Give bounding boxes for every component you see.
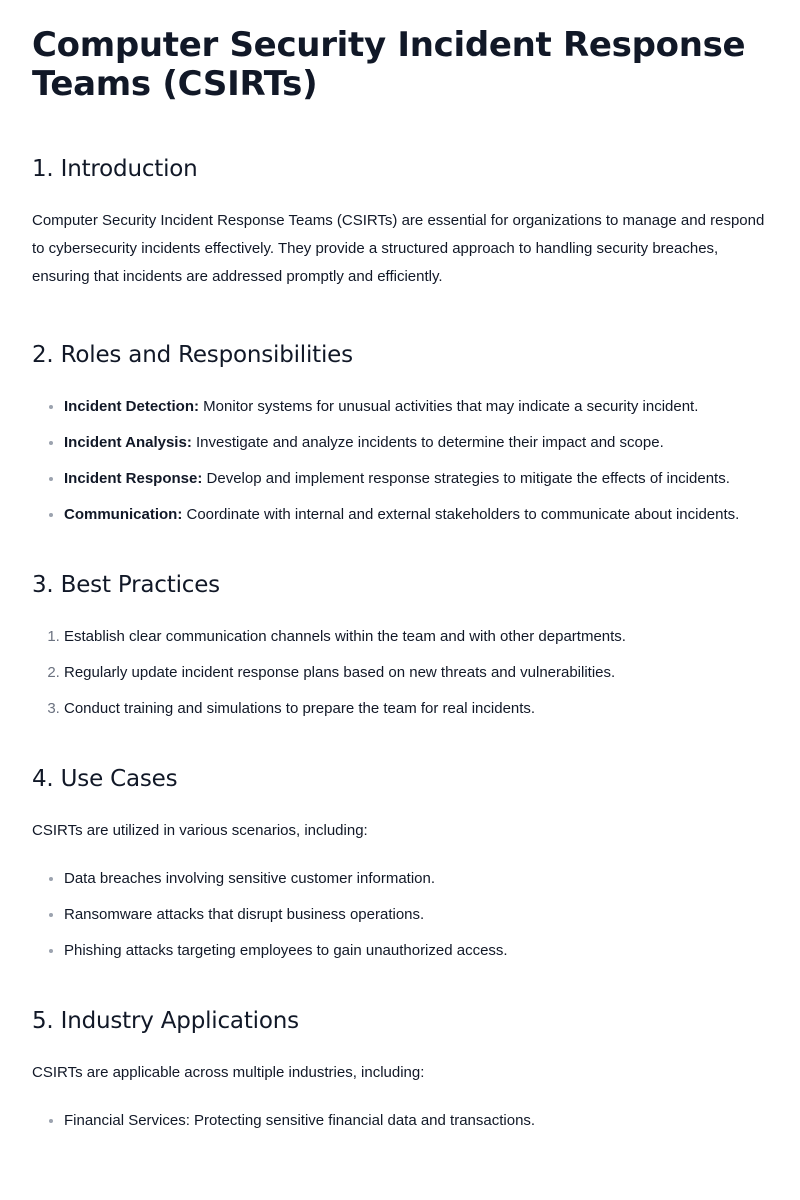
list-item-term: Incident Response: [64, 470, 203, 487]
section-heading-best-practices: 3. Best Practices [32, 572, 220, 598]
list-item-text: Monitor systems for unusual activities that may indicate a security incident. [199, 398, 699, 415]
list-item [64, 429, 768, 457]
list-item-text: Investigate and analyze incidents to determine their impact and scope. [191, 434, 664, 451]
list-item [64, 393, 768, 421]
section-heading-roles: 2. Roles and Responsibilities [32, 342, 353, 368]
best-practices-list [32, 623, 768, 723]
list-item: • Ransomware attacks that disrupt business operations. [64, 901, 768, 929]
list-item: • Phishing attacks targeting employees to gain unauthorized access. [64, 937, 768, 965]
section-heading-use-cases: 4. Use Cases [32, 766, 178, 792]
list-item: 2. Regularly update incident response plans based on new threats and vulnerabilities. [64, 659, 768, 687]
list-item [64, 465, 768, 493]
list-item-text: Coordinate with internal and external stakeholders to communicate about incidents. [182, 506, 740, 523]
list-item: 3. Conduct training and simulations to prepare the team for real incidents. [64, 695, 768, 723]
industry-intro: CSIRTs are applicable across multiple industries, including: [32, 1064, 425, 1081]
section-heading-industry-applications: 5. Industry Applications [32, 1008, 299, 1034]
list-item-term: Communication: [64, 506, 183, 523]
list-item: • Data breaches involving sensitive customer information. [64, 865, 768, 893]
list-item: 1. Establish clear communication channels within the team and with other departments. [64, 623, 768, 651]
list-item: • Financial Services: Protecting sensitive financial data and transactions. [64, 1107, 768, 1135]
list-item-term: Incident Detection: [64, 398, 200, 415]
roles-list [32, 393, 768, 529]
list-item-text: Develop and implement response strategies to mitigate the effects of incidents. [202, 470, 730, 487]
page-title: Computer Security Incident Response Teams (CSIRTs) [32, 25, 746, 104]
use-cases-list [32, 865, 768, 965]
section-heading-introduction: 1. Introduction [32, 156, 198, 182]
list-item-term: Incident Analysis: [64, 434, 192, 451]
use-cases-intro: CSIRTs are utilized in various scenarios, including: [32, 822, 368, 839]
list-item [64, 501, 768, 529]
industry-list [32, 1107, 768, 1135]
introduction-paragraph: Computer Security Incident Response Teams (CSIRTs) are essential for organizations to manage and respond to cybersecurity incidents effectively. They provide a structured approach to handling security breaches, ensuring that incidents are addressed promptly and efficiently. [32, 212, 765, 285]
